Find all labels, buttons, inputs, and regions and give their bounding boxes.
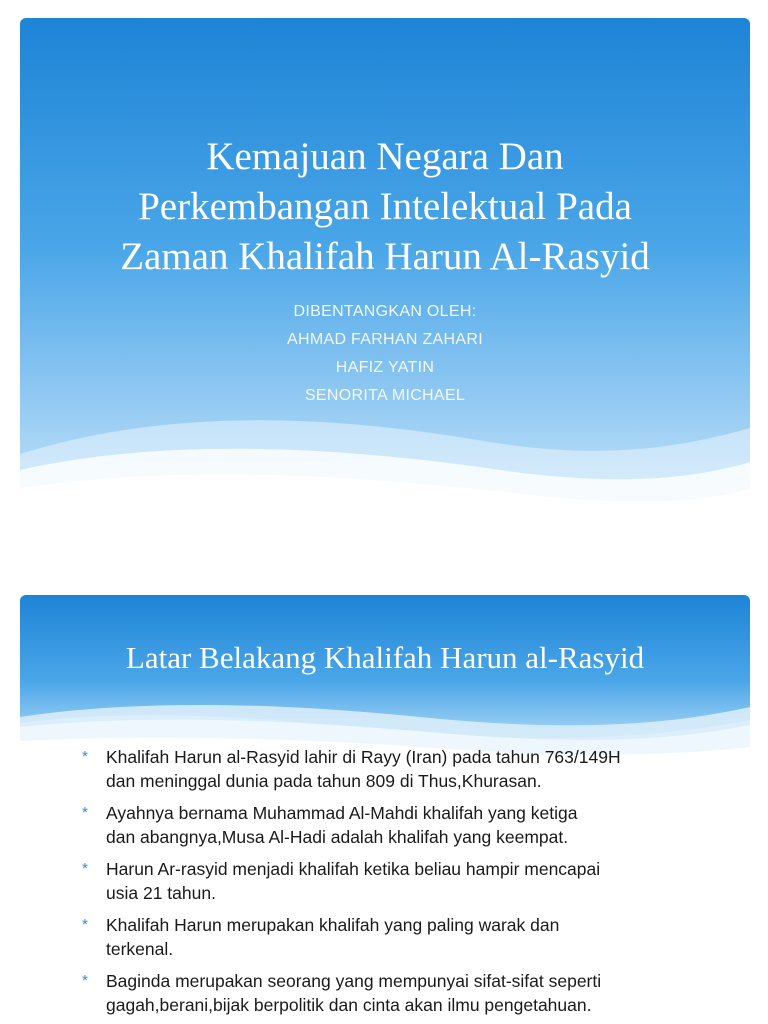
bullet-text: Ayahnya bernama Muhammad Al-Mahdi khalifah yang ketiga	[106, 803, 578, 823]
presenter-name: AHMAD FARHAN ZAHARI	[287, 331, 483, 348]
slide-title	[20, 132, 750, 282]
bullet-list	[82, 745, 692, 1024]
list-item	[82, 745, 692, 793]
presenter-name: SENORITA MICHAEL	[304, 387, 466, 404]
bullet-text: dan abangnya,Musa Al-Hadi adalah khalifah yang keempat.	[106, 827, 569, 847]
bullet-star-icon: *	[82, 804, 88, 821]
slide-title: Latar Belakang Khalifah Harun al-Rasyid	[125, 640, 645, 675]
bullet-star-icon: *	[82, 972, 88, 989]
bullet-text: Harun Ar-rasyid menjadi khalifah ketika beliau hampir mencapai	[106, 859, 601, 879]
content-slide	[20, 595, 750, 1024]
list-item	[82, 969, 692, 1017]
bullet-star-icon: *	[82, 916, 88, 933]
bullet-text: dan meninggal dunia pada tahun 809 di Thus,Khurasan.	[106, 771, 542, 791]
title-line: Zaman Khalifah Harun Al-Rasyid	[120, 235, 650, 278]
bullet-text: terkenal.	[106, 939, 174, 959]
list-item	[82, 857, 692, 905]
bullet-text: Khalifah Harun al-Rasyid lahir di Rayy (Iran) pada tahun 763/149H	[106, 747, 621, 767]
bullet-text: gagah,berani,bijak berpolitik dan cinta akan ilmu pengetahuan.	[106, 995, 592, 1015]
bullet-text: Khalifah Harun merupakan khalifah yang paling warak dan	[106, 915, 560, 935]
title-line: Kemajuan Negara Dan	[206, 135, 564, 178]
presenter-name: HAFIZ YATIN	[335, 359, 435, 376]
list-item	[82, 913, 692, 961]
bullet-text: Baginda merupakan seorang yang mempunyai sifat-sifat seperti	[106, 971, 602, 991]
presented-by-label: DIBENTANGKAN OLEH:	[293, 303, 477, 320]
list-item	[82, 801, 692, 849]
title-slide	[20, 18, 750, 530]
bullet-text: usia 21 tahun.	[106, 883, 216, 903]
bullet-star-icon: *	[82, 748, 88, 765]
presenters-block	[20, 298, 750, 410]
bullet-star-icon: *	[82, 860, 88, 877]
title-line: Perkembangan Intelektual Pada	[138, 185, 632, 228]
